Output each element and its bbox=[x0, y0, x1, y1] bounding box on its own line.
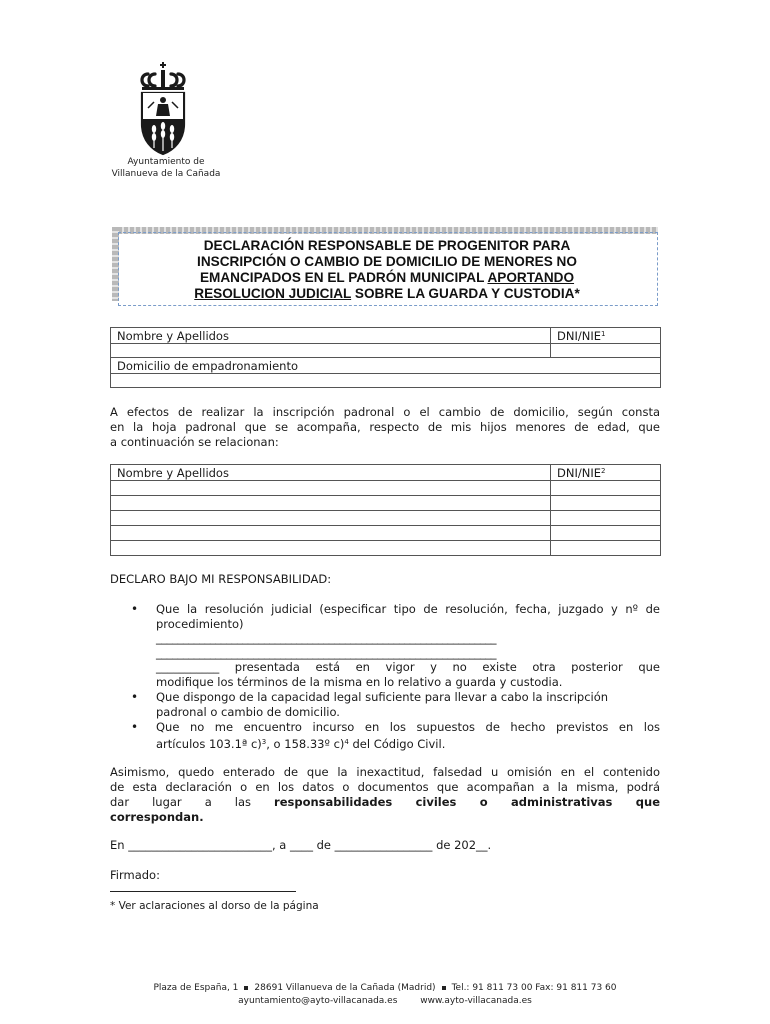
child-dni-label: DNI/NIE bbox=[557, 465, 601, 480]
footnote-text: * Ver aclaraciones al dorso de la página bbox=[110, 900, 319, 912]
bullet1-line6: modifique los términos de la misma en lo relativo a guarda y custodia. bbox=[156, 674, 563, 689]
bullet3-line2-c: del Código Civil. bbox=[348, 736, 446, 751]
intro-line3: a continuación se relacionan: bbox=[110, 435, 279, 449]
title-line1: DECLARACIÓN RESPONSABLE DE PROGENITOR PARA bbox=[203, 238, 571, 253]
bullet3-line2 bbox=[156, 735, 660, 752]
intro-line1: A efectos de realizar la inscripción padronal o el cambio de domicilio, según consta bbox=[110, 405, 660, 419]
title-line4-a: RESOLUCION JUDICIAL bbox=[194, 286, 352, 301]
document-title bbox=[122, 238, 652, 302]
child-dni-field[interactable] bbox=[551, 541, 661, 556]
footer-address: Plaza de España, 1 bbox=[153, 983, 239, 993]
asimismo-line2: de esta declaración o en los datos o documentos que acompañan a la misma, podrá bbox=[110, 780, 660, 794]
bullet-dot: • bbox=[131, 690, 139, 704]
child-name-field[interactable] bbox=[111, 526, 551, 541]
footer-line1 bbox=[0, 983, 770, 993]
title-line3 bbox=[122, 270, 652, 286]
bullet1-line5-text: presentada está en vigor y no existe otra posterior que bbox=[219, 660, 660, 675]
bullet1-blank1[interactable]: _______________________________________________________________ bbox=[156, 631, 497, 646]
title-line3-a: EMANCIPADOS EN EL PADRÓN MUNICIPAL bbox=[199, 270, 488, 285]
footer-separator bbox=[244, 986, 248, 990]
child-dni-header bbox=[551, 465, 661, 481]
asimismo-line1: Asimismo, quedo enterado de que la inexactitud, falsedad u omisión en el contenido bbox=[110, 765, 660, 779]
bullet2-line2: padronal o cambio de domicilio. bbox=[156, 704, 340, 719]
asimismo-line3-a: dar lugar a las bbox=[110, 795, 275, 809]
bullet1-line5 bbox=[156, 660, 660, 675]
footnote-separator bbox=[110, 891, 296, 892]
footer-line2 bbox=[0, 996, 770, 1006]
logo-line2: Villanueva de la Cañada bbox=[111, 169, 221, 179]
title-line2: INSCRIPCIÓN O CAMBIO DE DOMICILIO DE MENORES NO bbox=[197, 254, 577, 269]
signature-label: Firmado: bbox=[110, 868, 160, 882]
asimismo-line4: correspondan. bbox=[110, 810, 204, 824]
declaro-heading: DECLARO BAJO MI RESPONSABILIDAD: bbox=[110, 572, 332, 586]
child-dni-field[interactable] bbox=[551, 526, 661, 541]
intro-line2: en la hoja padronal que se acompaña, respecto de mis hijos menores de edad, que bbox=[110, 420, 660, 434]
parent-data-table bbox=[110, 327, 661, 388]
asimismo-paragraph bbox=[110, 765, 660, 825]
child-name-header: Nombre y Apellidos bbox=[111, 465, 551, 481]
footer-web[interactable]: www.ayto-villacanada.es bbox=[420, 996, 532, 1006]
children-table bbox=[110, 464, 661, 556]
bullet1-blank3[interactable]: ___________ bbox=[156, 660, 220, 675]
title-line3-b: APORTANDO bbox=[487, 270, 575, 285]
child-name-field[interactable] bbox=[111, 481, 551, 496]
parent-dni-label: DNI/NIE bbox=[557, 328, 601, 343]
logo-line1: Ayuntamiento de bbox=[127, 157, 205, 167]
address-header: Domicilio de empadronamiento bbox=[111, 358, 661, 374]
bullet1-line2: procedimiento) bbox=[156, 616, 244, 631]
parent-dni-field[interactable] bbox=[551, 344, 661, 358]
bullet3-line1: Que no me encuentro incurso en los supuestos de hecho previstos en los bbox=[156, 720, 660, 734]
child-dni-field[interactable] bbox=[551, 511, 661, 526]
footnote-ref-3: 3 bbox=[261, 737, 267, 746]
bullet3-line2-a: artículos 103.1ª c) bbox=[156, 736, 262, 751]
bullet-dot: • bbox=[131, 602, 139, 616]
child-dni-note: 2 bbox=[600, 466, 606, 475]
parent-dni-note: 1 bbox=[600, 329, 606, 338]
asimismo-line3 bbox=[110, 795, 660, 810]
child-name-field[interactable] bbox=[111, 496, 551, 511]
bullet2-line1: Que dispongo de la capacidad legal suficiente para llevar a cabo la inscripción bbox=[156, 690, 609, 704]
child-name-field[interactable] bbox=[111, 541, 551, 556]
child-dni-field[interactable] bbox=[551, 481, 661, 496]
parent-name-field[interactable] bbox=[111, 344, 551, 358]
intro-paragraph bbox=[110, 405, 660, 450]
bullet-dot: • bbox=[131, 720, 139, 734]
child-name-field[interactable] bbox=[111, 511, 551, 526]
coat-of-arms-logo bbox=[128, 62, 198, 157]
footnote-ref-4: 4 bbox=[344, 737, 349, 746]
bullet-1 bbox=[131, 602, 660, 690]
address-field[interactable] bbox=[111, 374, 661, 388]
date-place-line[interactable]: En _________________________, a ____ de _________________ de 202__. bbox=[110, 838, 492, 852]
bullet1-line1: Que la resolución judicial (especificar tipo de resolución, fecha, juzgado y nº de bbox=[156, 602, 660, 616]
footer-email[interactable]: ayuntamiento@ayto-villacanada.es bbox=[238, 996, 398, 1006]
title-box bbox=[112, 227, 658, 306]
bullet-3 bbox=[131, 720, 660, 751]
title-line4 bbox=[122, 286, 652, 302]
title-line4-b: SOBRE LA GUARDA Y CUSTODIA* bbox=[351, 286, 580, 301]
bullet1-blank2[interactable]: _______________________________________________________________ bbox=[156, 645, 497, 660]
child-dni-field[interactable] bbox=[551, 496, 661, 511]
footer-separator bbox=[442, 986, 446, 990]
parent-name-header: Nombre y Apellidos bbox=[111, 328, 551, 344]
parent-dni-header bbox=[551, 328, 661, 344]
footer-postal: 28691 Villanueva de la Cañada (Madrid) bbox=[254, 983, 436, 993]
logo-caption bbox=[96, 156, 236, 180]
asimismo-line3-bold: responsabilidades civiles o administrativas que bbox=[274, 795, 660, 809]
bullet-2 bbox=[131, 690, 660, 719]
footer-phone: Tel.: 91 811 73 00 Fax: 91 811 73 60 bbox=[451, 983, 617, 993]
bullet3-line2-b: , o 158.33º c) bbox=[266, 736, 345, 751]
